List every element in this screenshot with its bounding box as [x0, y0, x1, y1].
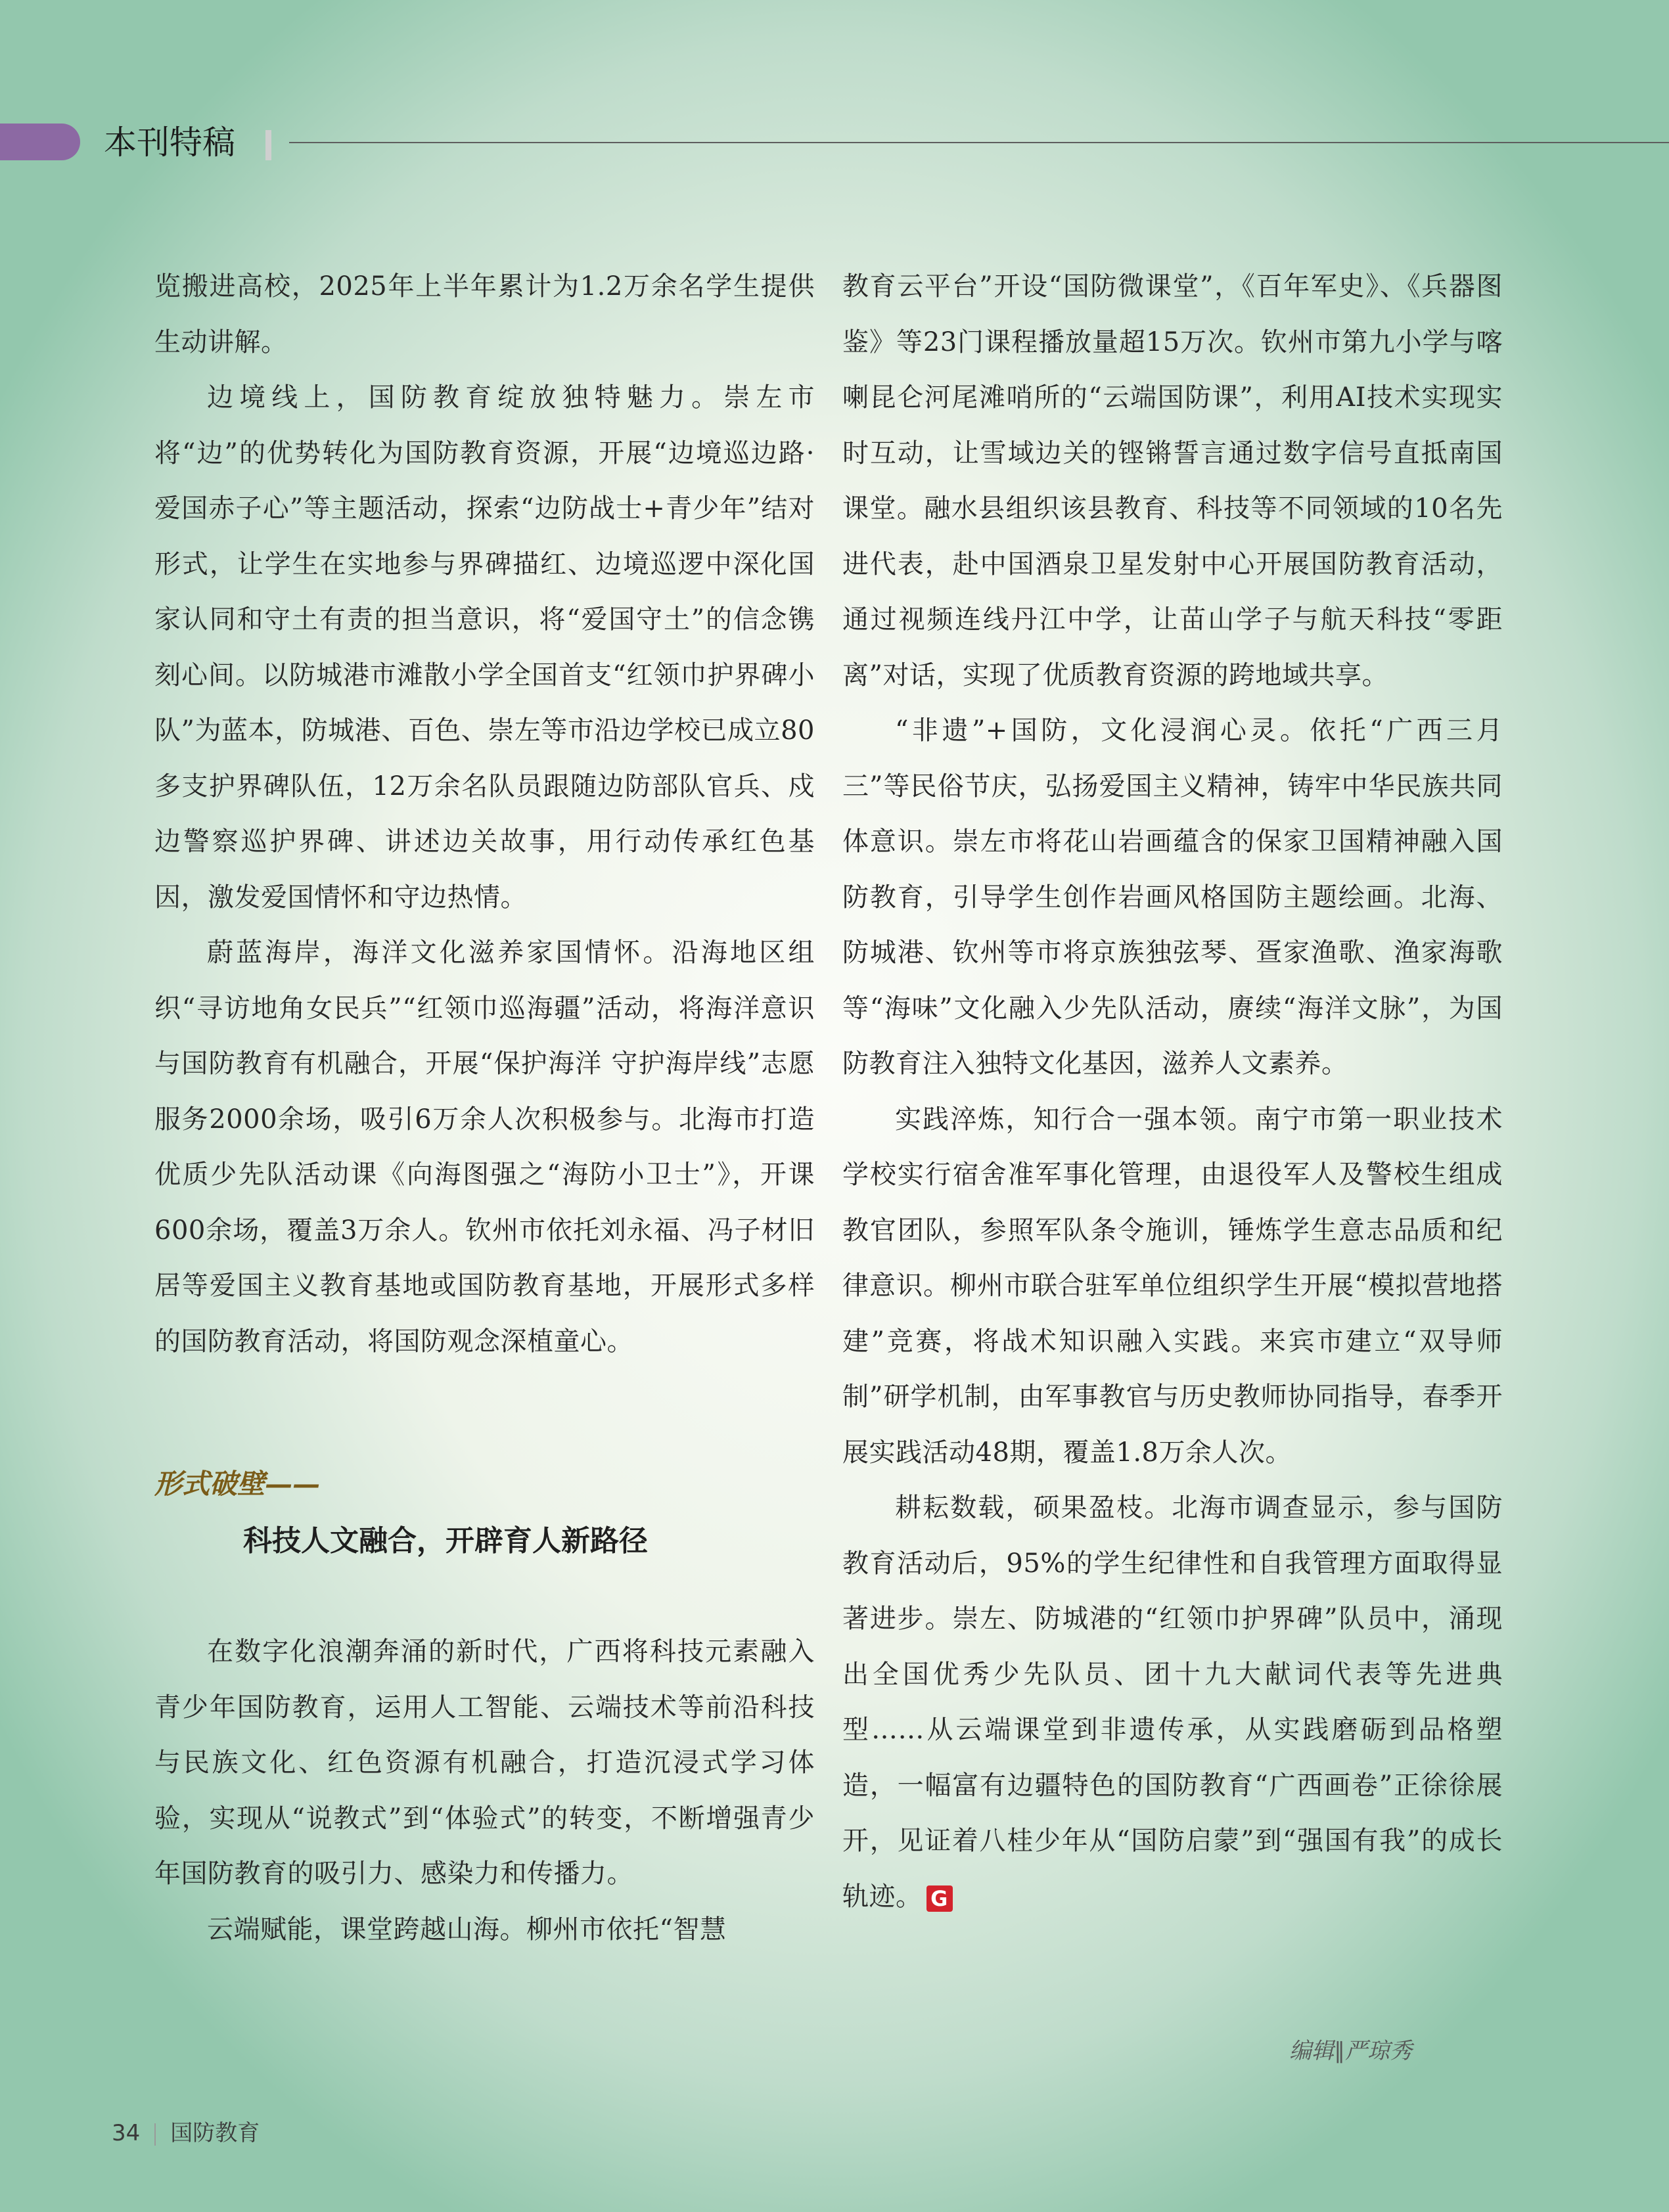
page-footer: [112, 2117, 260, 2150]
right-paragraph-4-text: 耕耘数载，硕果盈枝。北海市调查显示，参与国防教育活动后，95%的学生纪律性和自我管理方面取得显著进步。崇左、防城港的“红领巾护界碑”队员中，涌现出全国优秀少先队员、团十九大献词代表等先进典型……从云端课堂到非遗传承，从实践磨砺到品格塑造，一幅富有边疆特色的国防教育“广西画卷”正徐徐展开，见证着八桂少年从“国防启蒙”到“强国有我”的成长轨迹。: [842, 1493, 1503, 1912]
left-paragraph-1: 览搬进高校，2025年上半年累计为1.2万余名学生提供生动讲解。: [154, 271, 815, 357]
page-number: 34: [112, 2120, 141, 2146]
section-label: 形式破壁——: [154, 1468, 321, 1500]
magazine-name: 国防教育: [170, 2120, 260, 2146]
section-spacer: [154, 1369, 815, 1455]
section-tab-marker: [0, 124, 80, 160]
right-paragraph-3: 实践淬炼，知行合一强本领。南宁市第一职业技术学校实行宿舍准军事化管理，由退役军人及警校生组成教官团队，参照军队条令施训，锤炼学生意志品质和纪律意识。柳州市联合驻军单位组织学生开展“模拟营地搭建”竞赛，将战术知识融入实践。来宾市建立“双导师制”研学机制，由军事教官与历史教师协同指导，春季开展实践活动48期，覆盖1.8万余人次。: [842, 1104, 1503, 1468]
section-title: 本刊特稿: [104, 124, 235, 162]
right-paragraph-4: [842, 1480, 1503, 1924]
header-tick-divider: [265, 130, 271, 160]
right-paragraph-2: “非遗”+国防，文化浸润心灵。依托“广西三月三”等民俗节庆，弘扬爱国主义精神，铸牢中华民族共同体意识。崇左市将花山岩画蕴含的保家卫国精神融入国防教育，引导学生创作岩画风格国防主题绘画。北海、防城港、钦州等市将京族独弦琴、疍家渔歌、渔家海歌等“海味”文化融入少先队活动，赓续“海洋文脉”，为国防教育注入独特文化基因，滋养人文素养。: [842, 715, 1503, 1079]
footer-divider: [154, 2123, 156, 2146]
left-paragraph-4: 在数字化浪潮奔涌的新时代，广西将科技元素融入青少年国防教育，运用人工智能、云端技术等前沿科技与民族文化、红色资源有机融合，打造沉浸式学习体验，实现从“说教式”到“体验式”的转变，不断增强青少年国防教育的吸引力、感染力和传播力。: [154, 1636, 815, 1889]
section-subtitle: 科技人文融合，开辟育人新路径: [243, 1524, 648, 1558]
section-spacer-2: [154, 1569, 815, 1624]
left-paragraph-2: 边境线上，国防教育绽放独特魅力。崇左市将“边”的优势转化为国防教育资源，开展“边境巡边路·爱国赤子心”等主题活动，探索“边防战士+青少年”结对形式，让学生在实地参与界碑描红、边境巡逻中深化国家认同和守土有责的担当意识，将“爱国守土”的信念镌刻心间。以防城港市滩散小学全国首支“红领巾护界碑小队”为蓝本，防城港、百色、崇左等市沿边学校已成立80多支护界碑队伍，12万余名队员跟随边防部队官兵、戍边警察巡护界碑、讲述边关故事，用行动传承红色基因，激发爱国情怀和守边热情。: [154, 382, 815, 913]
right-column: [842, 259, 1503, 1924]
right-paragraph-1: 教育云平台”开设“国防微课堂”，《百年军史》、《兵器图鉴》等23门课程播放量超15万次。钦州市第九小学与喀喇昆仑河尾滩哨所的“云端国防课”，利用AI技术实现实时互动，让雪域边关的铿锵誓言通过数字信号直抵南国课堂。融水县组织该县教育、科技等不同领域的10名先进代表，赴中国酒泉卫星发射中心开展国防教育活动，通过视频连线丹江中学，让苗山学子与航天科技“零距离”对话，实现了优质教育资源的跨地域共享。: [842, 271, 1503, 690]
editor-credit: 编辑∥严琼秀: [1289, 2038, 1412, 2064]
left-paragraph-5: 云端赋能，课堂跨越山海。柳州市依托“智慧: [207, 1914, 727, 1945]
header-rule-line: [289, 142, 1669, 143]
left-column: [154, 259, 815, 1957]
left-paragraph-3: 蔚蓝海岸，海洋文化滋养家国情怀。沿海地区组织“寻访地角女民兵”“红领巾巡海疆”活动，将海洋意识与国防教育有机融合，开展“保护海洋 守护海岸线”志愿服务2000余场，吸引6万余人次积极参与。北海市打造优质少先队活动课《向海图强之“海防小卫士”》，开课600余场，覆盖3万余人。钦州市依托刘永福、冯子材旧居等爱国主义教育基地或国防教育基地，开展形式多样的国防教育活动，将国防观念深植童心。: [154, 937, 815, 1357]
article-end-icon: G: [926, 1885, 953, 1912]
